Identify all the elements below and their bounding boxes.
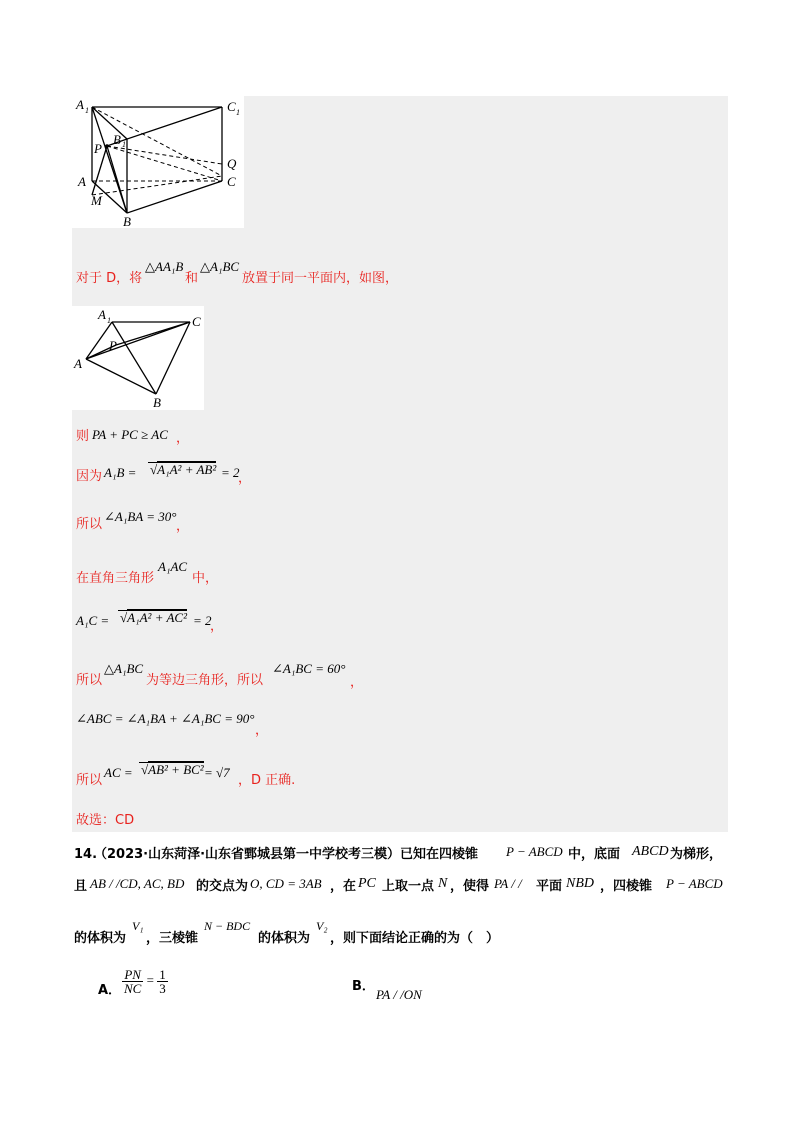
label-C1: C — [227, 99, 236, 114]
label-A1-sub: 1 — [85, 106, 89, 115]
math-a1ac: A₁AC — [158, 559, 188, 574]
math-then: PA + PC ≥ AC — [92, 427, 168, 442]
text-intersect: 的交点为 — [196, 879, 249, 894]
math-tri1: △AA₁B — [145, 259, 184, 274]
prism-diagram — [72, 96, 244, 228]
text-and2: 且 — [74, 879, 88, 894]
frac-den: NC — [124, 981, 142, 996]
math-abc: ∠ABC = ∠A₁BA + ∠A₁BC = 90° — [76, 711, 255, 726]
text-volume: 的体积为 — [74, 931, 127, 946]
math-so2-angle: ∠A₁BC = 60° — [272, 661, 346, 676]
text-tri-pyramid: ，三棱锥 — [146, 931, 199, 946]
label2-A1: A — [98, 307, 106, 322]
text-middle: 中， — [192, 571, 219, 586]
math-ab-cd: AB / /CD, AC, BD — [90, 876, 185, 891]
label-A: A — [78, 174, 86, 189]
question-source: （2023·山东菏泽·山东省鄄城县第一中学校考三模）已知在四棱锥 — [94, 847, 479, 862]
comma: ， — [255, 723, 269, 738]
label-B1-sub: 1 — [122, 140, 126, 149]
math-base: ABCD — [632, 844, 669, 859]
math-o-cd: O, CD = 3AB — [250, 876, 322, 891]
frac-num: 1 — [159, 967, 166, 982]
label-C1-sub: 1 — [236, 108, 240, 117]
math-pyramid2: P − ABCD — [666, 876, 723, 891]
label-B: B — [123, 214, 131, 228]
math-pc: PC — [358, 876, 376, 891]
label2-B: B — [153, 395, 161, 410]
math-so3-rhs: = √7 — [204, 765, 230, 780]
text-mid1: 中，底面 — [568, 847, 621, 862]
option-a-label[interactable]: A． — [98, 983, 122, 998]
text-then: 则 — [76, 429, 90, 444]
option-b-label[interactable]: B． — [352, 979, 375, 994]
label-C: C — [227, 174, 236, 189]
label2-P: P — [109, 338, 117, 353]
text-trapezoid: 为梯形， — [670, 847, 723, 862]
label2-A1-sub: 1 — [107, 316, 111, 325]
math-v2: V₂ — [316, 919, 328, 933]
math-v1: V₁ — [132, 919, 144, 933]
option-a-math[interactable] — [122, 968, 168, 995]
math-n: N — [438, 876, 448, 891]
math-nbdc: N − BDC — [204, 919, 251, 933]
text-because: 因为 — [76, 469, 103, 484]
math-so2-tri: △A₁BC — [104, 661, 144, 676]
label-B1: B — [113, 132, 121, 147]
math-pyramid: P − ABCD — [506, 844, 563, 859]
text-equilateral: 为等边三角形，所以 — [146, 673, 264, 688]
label-M: M — [91, 193, 102, 208]
answer-text: 故选：CD — [76, 813, 135, 828]
math-a1c-sqrt: √A₁A² + AC² — [120, 610, 187, 625]
text-take-point: 上取一点 — [382, 879, 435, 894]
flat-diagram — [72, 306, 204, 410]
text-volume2: 的体积为 — [258, 931, 311, 946]
equals: = — [146, 972, 154, 988]
label-P: P — [94, 141, 102, 156]
question-number: 14. — [74, 847, 98, 862]
text-pyramid: ，四棱锥 — [600, 879, 653, 894]
text-so1: 所以 — [76, 517, 103, 532]
comma: ， — [176, 519, 190, 534]
math-a1c-lhs: A₁C = — [76, 613, 110, 628]
label2-A: A — [74, 356, 82, 371]
option-b-math[interactable]: PA / /ON — [376, 987, 422, 1002]
label-Q: Q — [227, 156, 237, 171]
math-so3-lhs: AC = — [104, 765, 133, 780]
math-so3-sqrt: √AB² + BC² — [141, 762, 204, 777]
label2-C: C — [192, 314, 201, 329]
text-such-that: ，使得 — [450, 879, 490, 894]
prism-figure — [72, 96, 244, 228]
text-on: ，在 — [330, 879, 357, 894]
text-plane: 平面 — [536, 879, 563, 894]
math-so1: ∠A₁BA = 30° — [104, 509, 177, 524]
text-so3: 所以 — [76, 773, 103, 788]
text-right-tri: 在直角三角形 — [76, 571, 155, 586]
text-which-correct: ，则下面结论正确的为（ ） — [330, 931, 500, 946]
math-because-sqrt: √A₁A² + AB² — [150, 462, 217, 477]
comma: ， — [210, 619, 224, 634]
math-pa-par: PA / / — [494, 876, 522, 891]
comma: ， — [176, 431, 190, 446]
frac-den: 3 — [159, 981, 166, 996]
flat-figure — [72, 306, 204, 410]
text-for-d: 对于 D，将 — [76, 271, 143, 286]
math-a1c-rhs: = 2 — [193, 613, 212, 628]
text-d-correct: ，D 正确. — [238, 773, 296, 788]
math-because-lhs: A₁B = — [104, 465, 137, 480]
text-and: 和 — [185, 271, 199, 286]
math-because-rhs: = 2 — [221, 465, 240, 480]
frac-num: PN — [122, 968, 143, 982]
math-nbd: NBD — [566, 876, 594, 891]
comma: ， — [238, 471, 252, 486]
text-place-plane: 放置于同一平面内，如图， — [242, 271, 399, 286]
math-tri2: △A₁BC — [200, 259, 240, 274]
label-A1: A — [76, 97, 84, 112]
comma: ， — [350, 675, 364, 690]
text-so2: 所以 — [76, 673, 103, 688]
